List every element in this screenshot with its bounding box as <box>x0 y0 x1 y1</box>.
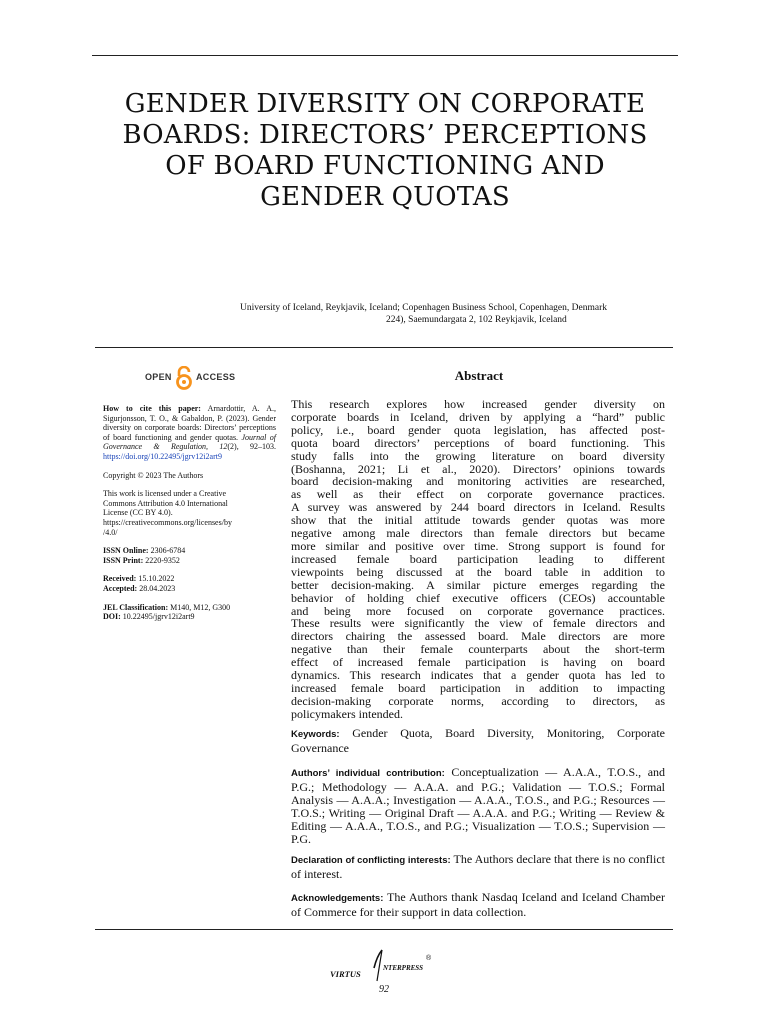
received-label: Received: <box>103 574 137 584</box>
abstract-line: policymakers intended. <box>291 706 403 721</box>
license-line: This work is licensed under a Creative <box>103 489 227 499</box>
affiliations <box>200 303 700 326</box>
abstract-line: viewpoints being discussed at the board table in addition to <box>291 564 665 579</box>
jel-codes: M140, M12, G300 <box>170 602 231 612</box>
cite-journal: Journal of Governance & Regulation, 12 <box>103 432 277 452</box>
issn-online-label: ISSN Online: <box>103 546 149 556</box>
registered-mark: ® <box>426 955 432 962</box>
license-line: License (CC BY 4.0). <box>103 508 173 518</box>
abstract-line: (Boshanna, 2021; Li et al., 2020). Directors’ opinions towards <box>291 461 665 476</box>
doi-label: DOI: <box>103 612 121 622</box>
abstract-line: corporate boards in Iceland, driven by applying a “hard” public <box>291 409 665 424</box>
abstract-line: board decision-making and monitoring activities are researched, <box>291 474 665 489</box>
conflict-text: The Authors declare that there is no conflict of interest. <box>291 852 665 881</box>
abstract-line: A survey was answered by 244 board directors in Iceland. Results <box>291 500 665 515</box>
footer-rule <box>95 929 673 930</box>
abstract-line: and being more focused on corporate governance practices. <box>291 603 665 618</box>
how-to-cite <box>103 404 276 462</box>
license-link[interactable]: /4.0/ <box>103 527 118 537</box>
keywords <box>291 727 665 755</box>
abstract-line: dynamics. This research indicates that a gender quota has led to <box>291 668 665 683</box>
doi-value: 10.22495/jgrv12i2art9 <box>122 612 195 622</box>
abstract-heading: Abstract <box>454 368 504 383</box>
contribution-text: Conceptualization — A.A.A., T.O.S., and P.G.; Methodology — A.A.A. and P.G.; Validation — T.O.S.; Formal Analysis — A.A.A.; Investigation — A.A.A., T.O.S., and P.G.; Resources — T.O.S.; Writing — Original Draft — A.A.A. and P.G.; Writing — Review & Editing — A.A.A., T.O.S., and P.G.; Visualization — T.O.S.; Supervision — P.G. <box>291 765 666 846</box>
title-line: BOARDS: DIRECTORS’ PERCEPTIONS <box>122 120 648 150</box>
abstract-line: behavior of holding chief executive officers (CEOs) accountable <box>291 590 665 605</box>
issn-online: 2306-6784 <box>150 546 186 556</box>
paper-title <box>95 89 675 213</box>
abstract-line: increased female board participation leading to different <box>291 551 665 566</box>
cite-issue: (2), 92–103. <box>227 442 276 452</box>
abstract-line: effect of increased female participation is having on board <box>291 655 665 670</box>
abstract-text <box>291 398 665 721</box>
license <box>103 489 276 537</box>
contribution-label: Authors’ individual contribution: <box>291 768 445 779</box>
abstract-line: policy, i.e., board gender quota legislation, has affected post- <box>291 422 665 437</box>
section-rule <box>95 347 673 348</box>
page-number: 92 <box>379 984 389 995</box>
affiliation-line: 224), Saemundargata 2, 102 Reykjavik, Iceland <box>386 314 567 325</box>
cite-doi-link[interactable]: https://doi.org/10.22495/jgrv12i2art9 <box>103 451 222 461</box>
open-access-label-left: OPEN <box>145 372 172 382</box>
abstract-line: as well as their effect on corporate governance practices. <box>291 487 665 502</box>
title-line: GENDER DIVERSITY ON CORPORATE <box>124 89 646 119</box>
affiliation-line: University of Iceland, Reykjavik, Iceland; Copenhagen Business School, Copenhagen, Denmark <box>240 303 607 313</box>
citation-sidebar <box>103 404 276 631</box>
title-line: OF BOARD FUNCTIONING AND <box>165 151 605 181</box>
acknowledgements-text: The Authors thank Nasdaq Iceland and Iceland Chamber of Commerce for their support in data collection. <box>291 890 665 919</box>
conflict-declaration <box>291 853 665 881</box>
abstract-line: show that the initial attitude towards gender quotas was more <box>291 513 665 528</box>
abstract-line: negative among male directors than female directors but became <box>291 526 665 541</box>
issn-print-label: ISSN Print: <box>103 555 144 565</box>
keywords-label: Keywords: <box>291 729 340 740</box>
abstract-line: decision-making corporate norms, according to directors, as <box>291 693 665 708</box>
received-date: 15.10.2022 <box>138 574 175 584</box>
open-access-label-right: ACCESS <box>196 372 236 382</box>
open-access-lock-icon <box>173 366 195 390</box>
author-contribution <box>291 766 665 845</box>
cite-text: Arnardottir, A. A., Sigurjonsson, T. O., & Gabaldon, P. (2023). Gender diversity on corporate boards: Directors’ perceptions of board functioning and gender quotas. <box>103 404 276 442</box>
abstract-line: study falls into the growing literature on board diversity <box>291 448 665 463</box>
open-access-badge <box>145 366 295 390</box>
abstract-line: This research explores how increased gender diversity on <box>291 397 665 411</box>
accepted-label: Accepted: <box>103 583 138 593</box>
cite-label: How to cite this paper: <box>103 404 201 413</box>
abstract-line: negative than their female counterparts about the short-term <box>291 642 665 657</box>
issn-print: 2220-9352 <box>145 555 180 565</box>
keywords-text: Gender Quota, Board Diversity, Monitoring, Corporate Governance <box>291 726 666 755</box>
abstract-line: more similar and positive over time. Strong support is found for <box>291 538 665 553</box>
license-line: Commons Attribution 4.0 International <box>103 498 228 508</box>
abstract-line: increased female board participation in addition to impacting <box>291 680 665 695</box>
abstract-line: directors chairing the assessed board. Male directors are more <box>291 629 665 644</box>
classification-block <box>103 603 276 622</box>
top-rule <box>92 55 678 56</box>
logo-right-text: NTERPRESS <box>383 964 424 972</box>
jel-label: JEL Classification: <box>103 602 169 612</box>
acknowledgements <box>291 891 665 919</box>
abstract-line: These results were significantly the view of female directors and <box>291 616 665 631</box>
title-line: GENDER QUOTAS <box>260 182 510 212</box>
acknowledgements-label: Acknowledgements: <box>291 893 384 904</box>
logo-left-text: VIRTUS <box>330 969 361 979</box>
copyright: Copyright © 2023 The Authors <box>103 470 204 480</box>
dates-block <box>103 574 276 593</box>
issn-block <box>103 546 276 565</box>
conflict-label: Declaration of conflicting interests: <box>291 855 451 866</box>
accepted-date: 28.04.2023 <box>139 583 176 593</box>
abstract-line: quota board directors’ perceptions of board functioning. This <box>291 435 665 450</box>
license-link[interactable]: https://creativecommons.org/licenses/by <box>103 517 232 527</box>
abstract-line: better decision-making. A similar picture emerges regarding the <box>291 577 665 592</box>
